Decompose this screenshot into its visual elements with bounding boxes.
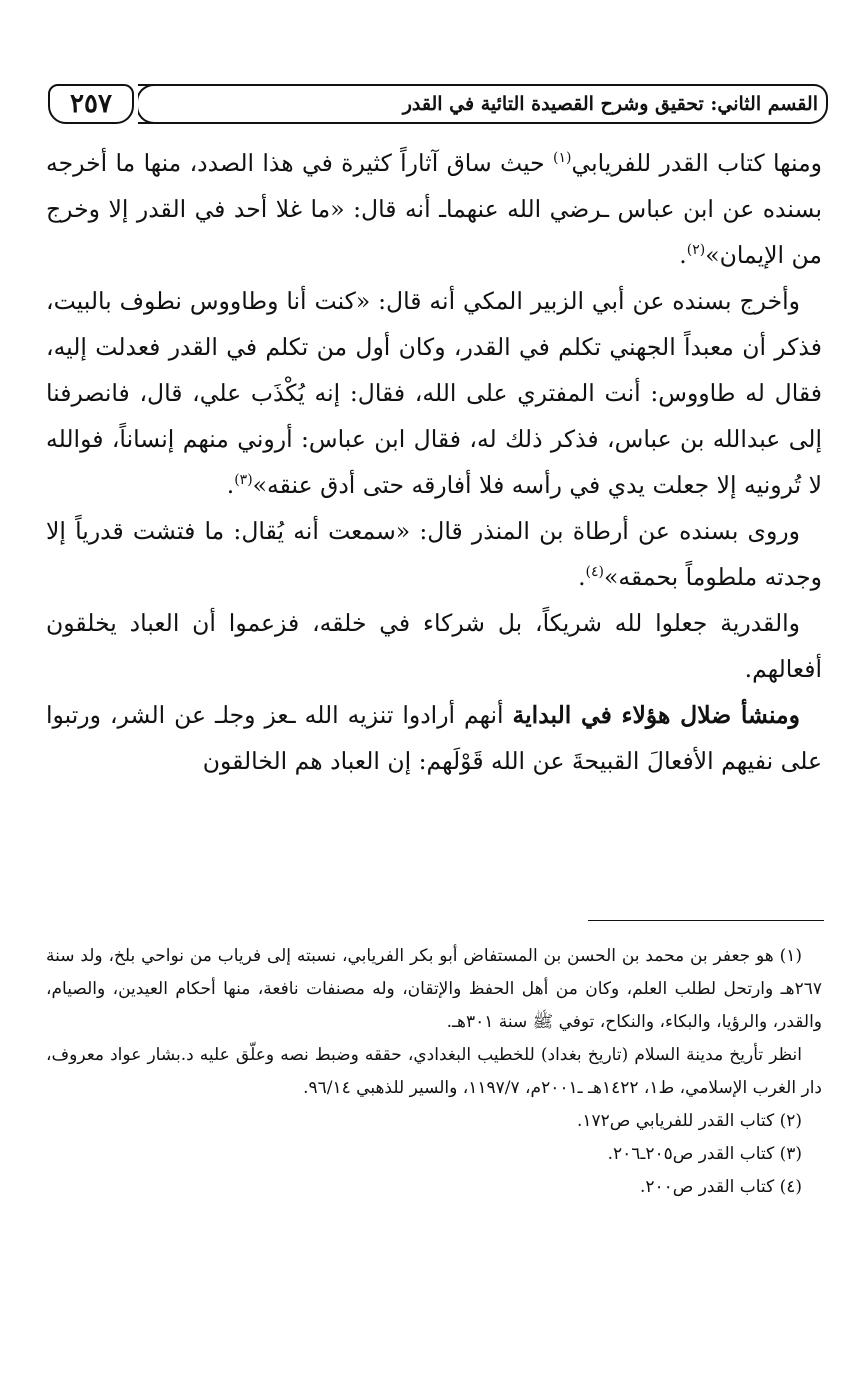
paragraph: ومنها كتاب القدر للفريابي$^{(١)}$ حيث ساق آثاراً كثيرة في هذا الصدد، منها ما أخرجه بسنده عن ابن عباس ـرضي الله عنهماـ أنه قال: «ما غلا أحد في القدر إلا وخرج من الإيمان»$^{(٢)}$. xyxy=(46,149,823,269)
running-title: القسم الثاني: تحقيق وشرح القصيدة التائية في القدر xyxy=(138,84,828,124)
footnote-4: (٤) كتاب القدر ص٢٠٠. xyxy=(639,1177,802,1197)
paragraph: وأخرج بسنده عن أبي الزبير المكي أنه قال: «كنت أنا وطاووس نطوف بالبيت، فذكر أن معبداً الجهني تكلم في القدر، وكان أول من تكلم في القدر فعدلت إليه، فقال له طاووس: أنت المفتري على الله، فقال: إنه يُكْذَب علي، قال، فانصرفنا إلى عبدالله بن عباس، فذكر ذلك له، فقال ابن عباس: أروني منهم إنساناً، فوالله لا تُرونيه إلا جعلت يدي في رأسه فلا أفارقه حتى أدق عنقه»$^{(٣)}$. xyxy=(46,287,822,499)
footnote-separator xyxy=(588,920,824,921)
footnote-ref[interactable]: (٣) xyxy=(234,472,253,489)
page-header xyxy=(38,84,828,128)
emphasis-text: ومنشأ ضلال هؤلاء في البداية xyxy=(512,701,800,729)
page-number: ٢٥٧ xyxy=(48,84,134,124)
paragraph: والقدرية جعلوا لله شريكاً، بل شركاء في خلقه، فزعموا أن العباد يخلقون أفعالهم. xyxy=(46,609,822,683)
footnote-1-reference: انظر تأريخ مدينة السلام (تاريخ بغداد) للخطيب البغدادي، حققه وضبط نصه وعلّق عليه د.بشار عواد معروف، دار الغرب الإسلامي، ط١، ١٤٢٢هـ ـ٢٠٠١م، ١١٩٧/٧، والسير للذهبي ٩٦/١٤. xyxy=(46,1045,822,1098)
footnotes xyxy=(46,940,822,1204)
paragraph: وروى بسنده عن أرطاة بن المنذر قال: «سمعت أنه يُقال: ما فتشت قدرياً إلا وجدته ملطوماً بحمقه»$^{(٤)}$. xyxy=(46,517,822,591)
main-text xyxy=(46,140,822,784)
footnote-ref[interactable]: (١) xyxy=(553,150,572,167)
footnote-1: (١) هو جعفر بن محمد بن الحسن بن المستفاض أبو بكر الفريابي، نسبته إلى فرياب من نواحي بلخ، ولد سنة ٢٦٧هـ وارتحل لطلب العلم، وكان من أهل الحفظ والإتقان، وله مصنفات نافعة، منها أحكام العيدين، والصيام، والقدر، والرؤيا، والبكاء، والنكاح، توفي ﷺ سنة ٣٠١هـ. xyxy=(46,946,822,1032)
footnote-ref[interactable]: (٤) xyxy=(585,564,605,581)
paragraph: ومنشأ ضلال هؤلاء في البداية أنهم أرادوا تنزيه الله ـعز وجلـ عن الشر، ورتبوا على نفيهم الأفعالَ القبيحةَ عن الله قَوْلَهم: إن العباد هم الخالقون xyxy=(46,701,822,775)
footnote-3: (٣) كتاب القدر ص٢٠٥ـ٢٠٦. xyxy=(607,1144,802,1164)
footnote-2: (٢) كتاب القدر للفريابي ص١٧٢. xyxy=(576,1111,802,1131)
footnote-ref[interactable]: (٢) xyxy=(686,242,706,259)
